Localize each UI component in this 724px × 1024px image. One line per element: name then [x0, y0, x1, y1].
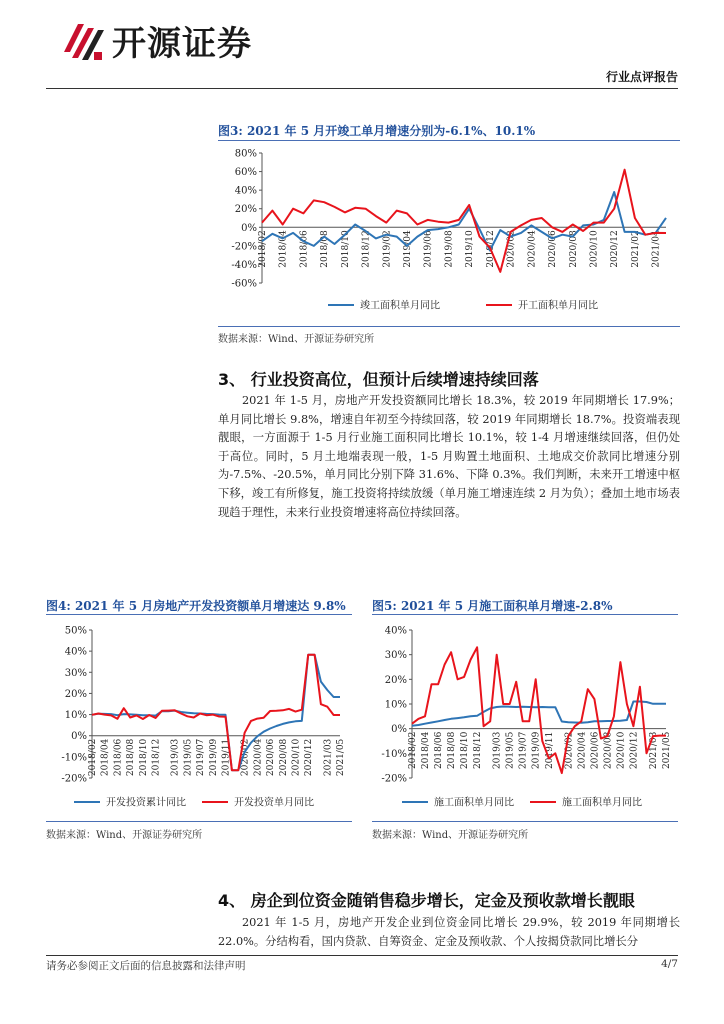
figure4-bottom-rule: [46, 821, 352, 822]
section4-heading: 4、 房企到位资金随销售稳步增长，定金及预收款增长靓眼: [218, 891, 635, 910]
figure5-ytick-label: 40%: [384, 625, 407, 637]
figure4-xtick-label: 2018/02: [88, 738, 98, 777]
figure3-xtick-label: 2020/08: [568, 230, 579, 268]
section4-body: 2021 年 1-5 月，房地产开发企业到位资金同比增长 29.9%，较 2019 年同期增长 22.0%。分结构看，国内贷款、自筹资金、定金及预收款、个人按揭贷款同比增长分: [218, 916, 680, 948]
figure4-xtick-label: 2019/11: [221, 738, 232, 777]
figure4-xtick-label: 2021/03: [323, 738, 334, 777]
figure3-xtick-label: 2021/04: [651, 230, 662, 268]
figure5-xtick-label: 2018/12: [473, 731, 484, 770]
figure4-xtick-label: 2020/12: [304, 738, 315, 777]
figure5-xtick-label: 2020/08: [603, 731, 614, 770]
figure5-ytick-label: -20%: [381, 773, 407, 785]
figure4-xtick-label: 2020/04: [253, 738, 264, 777]
figure4-ytick-label: 20%: [64, 688, 87, 700]
figure5-title-rule: [372, 614, 678, 615]
figure4-xtick-label: 2019/07: [196, 738, 207, 777]
figure3-xtick-label: 2019/12: [485, 230, 496, 268]
figure4-title-rule: [46, 614, 352, 615]
figure4-ytick-label: 0%: [71, 731, 87, 743]
figure3-xtick-label: 2019/02: [382, 230, 393, 268]
figure4-plot: [61, 626, 346, 809]
figure5-ytick-label: -10%: [381, 748, 407, 760]
figure4-legend-label-1: 开发投资累计同比: [106, 797, 186, 809]
figure5-xtick-label: 2021/03: [648, 731, 659, 770]
figure3-source: 数据来源：Wind、开源证券研究所: [218, 334, 375, 345]
figure3-ytick-label: -20%: [231, 241, 257, 253]
figure3-xtick-label: 2020/12: [610, 230, 621, 268]
figure3-legend-label-2: 开工面积单月同比: [518, 300, 598, 312]
figure3-ytick-label: -60%: [231, 278, 257, 290]
logo-mark-dot: [94, 52, 102, 60]
footer-disclaimer: 请务必参阅正文后面的信息披露和法律声明: [46, 960, 246, 972]
figure3-ytick-label: 20%: [234, 204, 257, 216]
figure5-xtick-label: 2018/02: [408, 731, 418, 770]
figure5-title: 图5: 2021 年 5 月施工面积单月增速-2.8%: [372, 599, 613, 613]
figure3-xtick-label: 2018/12: [361, 230, 372, 268]
document-type: 行业点评报告: [605, 70, 678, 84]
figure5-xtick-label: 2018/06: [434, 731, 445, 770]
figure5-xtick-label: 2018/08: [447, 731, 458, 770]
figure5-ytick-label: 30%: [384, 650, 407, 662]
figure3-legend-label-1: 竣工面积单月同比: [360, 300, 440, 312]
figure4-ytick-label: 10%: [64, 710, 87, 722]
figure4-xtick-label: 2018/04: [100, 738, 111, 777]
figure5-legend-label-1: 施工面积单月同比: [434, 797, 514, 809]
figure5-xtick-label: 2020/10: [616, 731, 627, 770]
figure5-xtick-label: 2020/06: [590, 731, 601, 770]
figure4-ytick-label: -10%: [61, 752, 87, 764]
figure5-xtick-label: 2018/10: [460, 731, 471, 770]
figure3-xtick-label: 2021/02: [630, 230, 641, 268]
figure3-xtick-label: 2018/04: [278, 230, 289, 268]
figure5-xtick-label: 2019/05: [505, 731, 516, 770]
figure3-xtick-label: 2019/04: [403, 230, 414, 268]
figure3-xtick-label: 2019/08: [444, 230, 455, 268]
figure3-plot: [231, 149, 666, 312]
figure5-xtick-label: 2019/11: [544, 731, 555, 770]
figure5-ytick-label: 10%: [384, 699, 407, 711]
figure4-ytick-label: 30%: [64, 667, 87, 679]
figure4-xtick-label: 2020/02: [240, 738, 251, 777]
figure3-xtick-label: 2018/08: [320, 230, 331, 268]
figure4-xtick-label: 2018/08: [126, 738, 137, 777]
section3-heading: 3、 行业投资高位，但预计后续增速持续回落: [218, 370, 539, 389]
figure3-xtick-label: 2018/02: [258, 230, 268, 268]
figure3-xtick-label: 2018/06: [299, 230, 310, 268]
figure5-ytick-label: 0%: [391, 724, 407, 736]
figure4-xtick-label: 2018/10: [138, 738, 149, 777]
figure4-chart: [46, 618, 352, 818]
figure5-source: 数据来源：Wind、开源证券研究所: [372, 830, 529, 841]
figure4-ytick-label: -20%: [61, 773, 87, 785]
page-number: 4/7: [661, 958, 678, 970]
figure5-xtick-label: 2020/04: [577, 731, 588, 770]
figure3-ytick-label: 0%: [241, 222, 257, 234]
figure5-xtick-label: 2019/03: [492, 731, 503, 770]
figure4-xtick-label: 2020/08: [278, 738, 289, 777]
figure5-xtick-label: 2018/04: [421, 731, 432, 770]
section3-body: 2021 年 1-5 月，房地产开发投资额同比增长 18.3%，较 2019 年同期增长 17.9%；单月同比增长 9.8%，增速自年初至今持续回落，较 2019 年同期增长 18.7%。投资端表现靓眼，一方面源于 1-5 月行业施工面积同比增长 10.1%，较 1-4 月增速继续回落，但仍处于高位。同时，5 月土地端表现一般，1-5 月购置土地面积、土地成交价款同比增速分别为-7.5%、-20.5%，单月同比分别下降 31.6%、下降 0.3%。我们判断，未来开工增速中枢下移，竣工有所修复，施工投资将持续放缓（单月施工增速连续 2 月为负）；叠加土地市场表现趋于理性，未来行业投资增速将高位持续回落。: [218, 394, 680, 519]
figure3-xtick-label: 2020/04: [527, 230, 538, 268]
figure4-xtick-label: 2019/05: [183, 738, 194, 777]
figure5-xtick-label: 2019/09: [531, 731, 542, 770]
figure5-plot: [381, 626, 672, 809]
figure5-xtick-label: 2019/07: [518, 731, 529, 770]
figure4-xtick-label: 2021/05: [336, 738, 346, 777]
figure3-ytick-label: 40%: [234, 185, 257, 197]
figure4-legend-label-2: 开发投资单月同比: [234, 797, 314, 809]
figure3-xtick-label: 2020/10: [589, 230, 600, 268]
figure5-xtick-label: 2020/02: [564, 731, 575, 770]
figure3-ytick-label: -40%: [231, 259, 257, 271]
figure3-ytick-label: 80%: [234, 148, 257, 160]
figure3-chart: [218, 143, 680, 325]
figure5-ytick-label: 20%: [384, 674, 407, 686]
figure5-bottom-rule: [372, 821, 678, 822]
figure4-source: 数据来源：Wind、开源证券研究所: [46, 830, 203, 841]
figure3-ytick-label: 60%: [234, 167, 257, 179]
figure5-chart: [372, 618, 678, 818]
figure3-xtick-label: 2020/02: [506, 230, 517, 268]
figure4-xtick-label: 2020/10: [291, 738, 302, 777]
footer-divider: [46, 955, 678, 956]
figure4-xtick-label: 2020/06: [266, 738, 277, 777]
figure4-ytick-label: 50%: [64, 625, 87, 637]
figure4-xtick-label: 2019/03: [170, 738, 181, 777]
figure3-bottom-rule: [218, 326, 680, 327]
figure3-title-rule: [218, 140, 680, 141]
figure5-xtick-label: 2021/05: [662, 731, 672, 770]
figure4-xtick-label: 2019/09: [208, 738, 219, 777]
figure5-xtick-label: 2020/12: [629, 731, 640, 770]
figure5-legend-label-2: 施工面积单月同比: [562, 797, 642, 809]
figure4-ytick-label: 40%: [64, 646, 87, 658]
figure4-title: 图4: 2021 年 5 月房地产开发投资额单月增速达 9.8%: [46, 599, 346, 613]
figure3-xtick-label: 2018/10: [340, 230, 351, 268]
figure3-xtick-label: 2019/10: [465, 230, 476, 268]
figure4-xtick-label: 2018/06: [113, 738, 124, 777]
brand-logo: [58, 18, 110, 66]
brand-name: 开源证券: [112, 24, 252, 64]
header-divider: [46, 88, 678, 89]
figure3-xtick-label: 2020/06: [548, 230, 559, 268]
figure3-title: 图3: 2021 年 5 月开竣工单月增速分别为-6.1%、10.1%: [218, 124, 536, 138]
figure3-xtick-label: 2019/06: [423, 230, 434, 268]
figure4-xtick-label: 2018/12: [151, 738, 162, 777]
